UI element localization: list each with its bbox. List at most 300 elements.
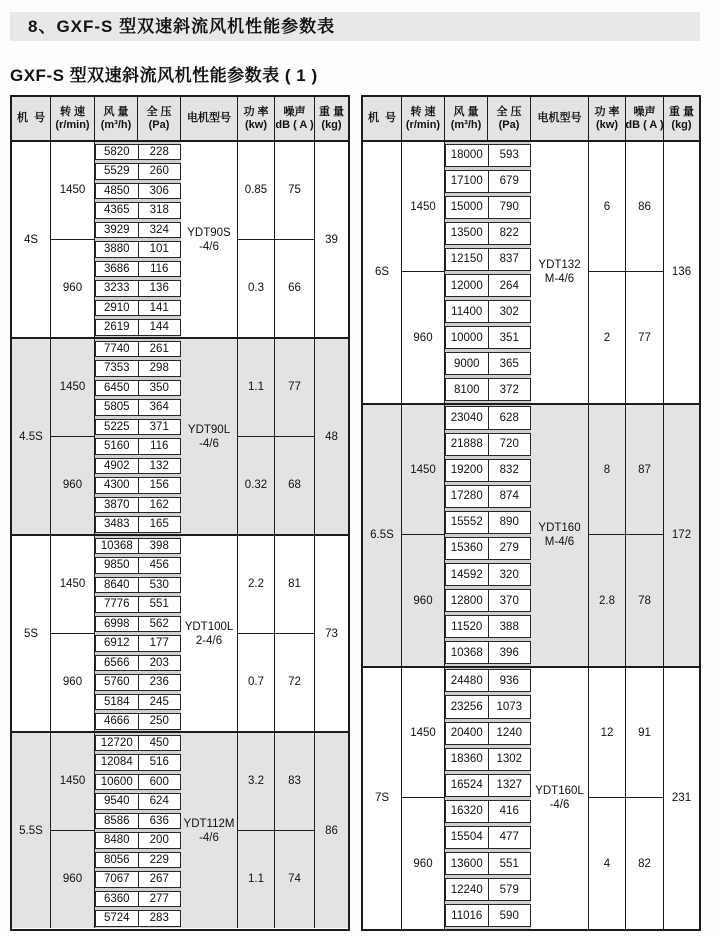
pressure-value: 101 xyxy=(138,242,181,257)
airflow-value: 5724 xyxy=(103,912,130,925)
model-block-5S xyxy=(12,534,348,731)
pressure-value: 116 xyxy=(138,262,181,277)
airflow-pressure-row xyxy=(95,577,181,594)
header-label: 风 量 xyxy=(453,105,479,118)
airflow-pressure-row xyxy=(95,261,181,278)
airflow-value: 7067 xyxy=(103,873,130,886)
airflow-value: 16524 xyxy=(450,779,483,792)
header-label: 噪声 xyxy=(633,105,656,118)
header-label: 重 量 xyxy=(318,105,345,118)
header-label: 转 速 xyxy=(59,105,86,118)
pressure-value: 590 xyxy=(488,905,531,926)
motor-model-line1: YDT112M xyxy=(183,817,235,830)
power-cell: 2 xyxy=(589,272,626,402)
noise-cell: 87 xyxy=(626,405,664,535)
header-label: 风 量 xyxy=(103,105,129,118)
airflow-value: 7776 xyxy=(103,598,130,611)
airflow-value: 3880 xyxy=(103,243,130,256)
airflow-pressure-row xyxy=(95,674,181,691)
airflow-pressure-row xyxy=(445,352,531,375)
pressure-value: 456 xyxy=(138,558,181,573)
header-label: 全 压 xyxy=(496,105,522,118)
airflow-pressure-row xyxy=(445,878,531,901)
pressure-value: 679 xyxy=(488,171,531,192)
airflow-value: 18000 xyxy=(450,149,483,162)
header-label: 功 率 xyxy=(243,105,269,118)
fan-performance-table-right xyxy=(361,95,701,931)
model-cell: 4.5S xyxy=(12,339,51,534)
noise-cell: 86 xyxy=(626,142,664,272)
header-unit: (Pa) xyxy=(148,118,170,131)
model-block-5.5S xyxy=(12,731,348,928)
airflow-pressure-row xyxy=(445,800,531,823)
airflow-value: 10368 xyxy=(450,646,483,659)
speed-cell: 960 xyxy=(402,535,445,665)
speed-cell: 960 xyxy=(51,437,95,535)
pressure-value: 132 xyxy=(138,459,181,474)
airflow-pressure-row xyxy=(445,722,531,745)
airflow-value: 23040 xyxy=(450,411,483,424)
header-cell xyxy=(445,97,488,140)
motor-model-cell xyxy=(181,536,238,731)
airflow-value: 6998 xyxy=(103,617,130,630)
model-cell: 6S xyxy=(363,142,402,403)
airflow-pressure-row xyxy=(445,563,531,586)
model-cell: 5S xyxy=(12,536,51,731)
header-unit: (r/min) xyxy=(405,118,441,131)
header-cell xyxy=(138,97,181,140)
pressure-value: 593 xyxy=(488,145,531,166)
pressure-value: 600 xyxy=(138,775,181,790)
airflow-pressure-row xyxy=(445,589,531,612)
pressure-value: 1302 xyxy=(488,749,531,770)
airflow-value: 14592 xyxy=(450,568,483,581)
pressure-value: 636 xyxy=(138,814,181,829)
airflow-value: 17100 xyxy=(450,175,483,188)
motor-model-line2: M-4/6 xyxy=(544,273,575,286)
airflow-pressure-row xyxy=(95,774,181,791)
airflow-pressure-row xyxy=(445,485,531,508)
header-cell xyxy=(589,97,626,140)
pressure-value: 364 xyxy=(138,400,181,415)
pressure-value: 324 xyxy=(138,223,181,238)
motor-model-line2: -4/6 xyxy=(199,831,219,844)
airflow-pressure-row xyxy=(95,852,181,869)
pressure-value: 351 xyxy=(488,327,531,348)
model-cell: 7S xyxy=(363,668,402,929)
header-unit: (m³/h) xyxy=(450,118,482,131)
model-cell: 4S xyxy=(12,142,51,337)
pressure-value: 264 xyxy=(488,275,531,296)
header-label: 噪声 xyxy=(283,105,306,118)
airflow-pressure-row xyxy=(95,419,181,436)
pressure-value: 388 xyxy=(488,616,531,637)
pressure-value: 302 xyxy=(488,301,531,322)
weight-cell: 39 xyxy=(325,233,338,246)
power-cell: 2.2 xyxy=(238,536,275,634)
pressure-value: 551 xyxy=(138,597,181,612)
table-header-row xyxy=(363,97,699,142)
speed-cell: 960 xyxy=(402,272,445,402)
header-cell xyxy=(402,97,445,140)
pressure-value: 245 xyxy=(138,695,181,710)
motor-model-line1: YDT90L xyxy=(187,423,231,436)
pressure-value: 144 xyxy=(138,320,181,335)
airflow-value: 9000 xyxy=(453,357,480,370)
speed-cell: 960 xyxy=(51,831,95,929)
airflow-pressure-row xyxy=(445,748,531,771)
power-cell: 6 xyxy=(589,142,626,272)
pressure-value: 277 xyxy=(138,892,181,907)
airflow-value: 3233 xyxy=(103,282,130,295)
airflow-pressure-row xyxy=(95,341,181,358)
airflow-value: 21888 xyxy=(450,438,483,451)
pressure-value: 398 xyxy=(138,539,181,554)
header-unit: (Pa) xyxy=(498,118,520,131)
pressure-value: 874 xyxy=(488,486,531,507)
airflow-pressure-row xyxy=(95,458,181,475)
pressure-value: 890 xyxy=(488,512,531,533)
header-unit: (m³/h) xyxy=(100,118,132,131)
pressure-value: 279 xyxy=(488,538,531,559)
airflow-value: 5529 xyxy=(103,165,130,178)
airflow-value: 9850 xyxy=(103,559,130,572)
airflow-value: 3870 xyxy=(103,498,130,511)
airflow-value: 3483 xyxy=(103,518,130,531)
airflow-pressure-row xyxy=(95,813,181,830)
power-cell: 12 xyxy=(589,668,626,798)
airflow-value: 23256 xyxy=(450,701,483,714)
airflow-value: 11520 xyxy=(451,620,483,633)
airflow-pressure-row xyxy=(95,871,181,888)
noise-cell: 77 xyxy=(626,272,664,402)
airflow-value: 2619 xyxy=(103,321,130,334)
header-unit: (r/min) xyxy=(55,118,90,131)
airflow-value: 20400 xyxy=(450,727,483,740)
airflow-value: 10368 xyxy=(100,539,133,552)
pressure-value: 1240 xyxy=(488,723,531,744)
header-cell xyxy=(531,97,589,140)
model-block-4S xyxy=(12,142,348,337)
airflow-pressure-row xyxy=(95,300,181,317)
motor-model-line1: YDT160L xyxy=(535,785,584,798)
airflow-value: 13500 xyxy=(450,227,483,240)
airflow-pressure-row xyxy=(95,144,181,161)
motor-model-line2: -4/6 xyxy=(199,240,219,253)
header-label: 机 号 xyxy=(16,112,46,124)
airflow-pressure-row xyxy=(445,641,531,664)
noise-cell: 77 xyxy=(275,339,315,437)
motor-model-cell xyxy=(181,339,238,534)
airflow-value: 3686 xyxy=(103,262,130,275)
noise-cell: 91 xyxy=(626,668,664,798)
header-cell xyxy=(238,97,275,140)
motor-model-line2: -4/6 xyxy=(549,799,570,812)
pressure-value: 562 xyxy=(138,617,181,632)
header-label: 重 量 xyxy=(668,105,695,118)
pressure-value: 156 xyxy=(138,478,181,493)
airflow-pressure-row xyxy=(445,695,531,718)
airflow-pressure-row xyxy=(95,754,181,771)
model-block-4.5S xyxy=(12,337,348,534)
pressure-value: 822 xyxy=(488,223,531,244)
weight-cell: 231 xyxy=(671,792,692,805)
header-cell xyxy=(275,97,315,140)
airflow-value: 15000 xyxy=(450,201,483,214)
pressure-value: 396 xyxy=(488,642,531,663)
airflow-pressure-row xyxy=(445,459,531,482)
airflow-value: 8640 xyxy=(103,578,130,591)
airflow-pressure-row xyxy=(95,655,181,672)
motor-model-cell xyxy=(531,668,589,929)
airflow-pressure-row xyxy=(95,497,181,514)
airflow-pressure-row xyxy=(95,616,181,633)
power-cell: 2.8 xyxy=(589,535,626,665)
airflow-value: 5820 xyxy=(103,145,130,158)
noise-cell: 81 xyxy=(275,536,315,634)
pressure-value: 530 xyxy=(138,578,181,593)
pressure-value: 250 xyxy=(138,714,181,729)
pressure-value: 203 xyxy=(138,656,181,671)
airflow-value: 13600 xyxy=(450,857,483,870)
airflow-value: 10600 xyxy=(100,775,133,788)
model-cell: 6.5S xyxy=(363,405,402,666)
header-cell xyxy=(363,97,402,140)
power-cell: 8 xyxy=(589,405,626,535)
motor-model-line2: 2-4/6 xyxy=(195,634,223,647)
airflow-pressure-row xyxy=(95,280,181,297)
power-cell: 0.3 xyxy=(238,240,275,338)
pressure-value: 372 xyxy=(488,379,531,400)
power-cell: 0.85 xyxy=(238,142,275,240)
speed-cell: 1450 xyxy=(51,142,95,240)
noise-cell: 83 xyxy=(275,733,315,831)
header-label: 功 率 xyxy=(594,105,620,118)
motor-model-line1: YDT90S xyxy=(187,226,231,239)
airflow-pressure-row xyxy=(445,774,531,797)
airflow-value: 5184 xyxy=(103,695,130,708)
airflow-pressure-row xyxy=(95,557,181,574)
airflow-value: 3929 xyxy=(103,223,130,236)
pressure-value: 450 xyxy=(138,736,181,751)
airflow-pressure-row xyxy=(445,615,531,638)
airflow-pressure-row xyxy=(95,793,181,810)
airflow-value: 15552 xyxy=(450,516,483,529)
airflow-pressure-row xyxy=(95,713,181,730)
motor-model-line1: YDT160 xyxy=(538,522,581,535)
airflow-value: 17280 xyxy=(450,490,483,503)
weight-cell: 136 xyxy=(671,266,692,279)
airflow-pressure-row xyxy=(95,891,181,908)
pressure-value: 365 xyxy=(488,353,531,374)
tables-row xyxy=(10,95,720,931)
pressure-value: 236 xyxy=(138,675,181,690)
pressure-value: 371 xyxy=(138,420,181,435)
motor-model-cell xyxy=(531,405,589,666)
airflow-value: 2910 xyxy=(103,301,130,314)
airflow-value: 5760 xyxy=(103,676,130,689)
model-block-6.5S xyxy=(363,403,699,666)
pressure-value: 416 xyxy=(488,801,531,822)
pressure-value: 790 xyxy=(488,197,531,218)
airflow-pressure-row xyxy=(445,826,531,849)
speed-cell: 1450 xyxy=(51,339,95,437)
power-cell: 4 xyxy=(589,798,626,928)
airflow-value: 12240 xyxy=(450,883,483,896)
airflow-pressure-row xyxy=(95,635,181,652)
airflow-value: 8056 xyxy=(103,853,130,866)
pressure-value: 116 xyxy=(138,439,181,454)
header-label: 机 号 xyxy=(367,112,397,124)
header-unit: (kw) xyxy=(245,118,267,131)
weight-cell: 172 xyxy=(671,529,692,542)
airflow-value: 7740 xyxy=(103,342,130,355)
airflow-pressure-row xyxy=(95,477,181,494)
airflow-pressure-row xyxy=(445,669,531,692)
model-block-7S xyxy=(363,666,699,929)
airflow-value: 4666 xyxy=(103,715,130,728)
airflow-value: 6912 xyxy=(103,637,130,650)
pressure-value: 320 xyxy=(488,564,531,585)
weight-cell: 48 xyxy=(325,430,338,443)
pressure-value: 624 xyxy=(138,794,181,809)
airflow-pressure-row xyxy=(445,300,531,323)
airflow-pressure-row xyxy=(445,511,531,534)
pressure-value: 162 xyxy=(138,498,181,513)
power-cell: 0.7 xyxy=(238,634,275,732)
airflow-pressure-row xyxy=(95,399,181,416)
pressure-value: 516 xyxy=(138,755,181,770)
header-label: 电机型号 xyxy=(537,112,582,124)
speed-cell: 1450 xyxy=(402,142,445,272)
airflow-value: 5225 xyxy=(103,420,130,433)
airflow-pressure-row xyxy=(95,319,181,336)
pressure-value: 260 xyxy=(138,164,181,179)
airflow-pressure-row xyxy=(95,360,181,377)
airflow-pressure-row xyxy=(445,378,531,401)
airflow-value: 12000 xyxy=(450,279,483,292)
airflow-pressure-row xyxy=(95,241,181,258)
pressure-value: 832 xyxy=(488,460,531,481)
pressure-value: 141 xyxy=(138,301,181,316)
airflow-pressure-row xyxy=(445,144,531,167)
speed-cell: 1450 xyxy=(51,536,95,634)
airflow-value: 24480 xyxy=(450,674,483,687)
airflow-value: 19200 xyxy=(450,464,483,477)
airflow-pressure-row xyxy=(445,274,531,297)
airflow-pressure-row xyxy=(445,248,531,271)
pressure-value: 261 xyxy=(138,342,181,357)
airflow-pressure-row xyxy=(95,438,181,455)
airflow-pressure-row xyxy=(95,163,181,180)
airflow-pressure-row xyxy=(95,910,181,927)
motor-model-cell xyxy=(181,733,238,928)
header-unit: dB ( A ) xyxy=(625,118,664,131)
pressure-value: 165 xyxy=(138,517,181,532)
motor-model-line1: YDT132 xyxy=(538,259,581,272)
airflow-value: 5805 xyxy=(103,401,130,414)
airflow-value: 6360 xyxy=(103,892,130,905)
header-label: 转 速 xyxy=(410,105,436,118)
airflow-pressure-row xyxy=(95,735,181,752)
power-cell: 0.32 xyxy=(238,437,275,535)
fan-performance-table-left xyxy=(10,95,350,931)
pressure-value: 350 xyxy=(138,381,181,396)
airflow-value: 9540 xyxy=(103,795,130,808)
motor-model-line1: YDT100L xyxy=(184,620,234,633)
airflow-value: 12084 xyxy=(100,756,133,769)
header-cell xyxy=(315,97,348,140)
pressure-value: 267 xyxy=(138,872,181,887)
header-cell xyxy=(12,97,51,140)
pressure-value: 936 xyxy=(488,670,531,691)
weight-cell: 86 xyxy=(325,824,338,837)
pressure-value: 477 xyxy=(488,827,531,848)
power-cell: 1.1 xyxy=(238,339,275,437)
airflow-pressure-row xyxy=(445,222,531,245)
speed-cell: 960 xyxy=(51,240,95,338)
pressure-value: 306 xyxy=(138,184,181,199)
noise-cell: 66 xyxy=(275,240,315,338)
table-header-row xyxy=(12,97,348,142)
pressure-value: 551 xyxy=(488,853,531,874)
pressure-value: 370 xyxy=(488,590,531,611)
header-unit: (kw) xyxy=(596,118,618,131)
airflow-value: 7353 xyxy=(103,362,130,375)
noise-cell: 82 xyxy=(626,798,664,928)
pressure-value: 177 xyxy=(138,636,181,651)
airflow-value: 11016 xyxy=(451,909,483,922)
power-cell: 1.1 xyxy=(238,831,275,929)
airflow-pressure-row xyxy=(445,852,531,875)
model-block-6S xyxy=(363,142,699,403)
section-title: 8、GXF-S 型双速斜流风机性能参数表 xyxy=(10,12,700,41)
speed-cell: 1450 xyxy=(402,668,445,798)
pressure-value: 298 xyxy=(138,361,181,376)
header-cell xyxy=(95,97,138,140)
airflow-pressure-row xyxy=(445,406,531,429)
airflow-value: 8100 xyxy=(453,383,480,396)
airflow-value: 12720 xyxy=(100,736,133,749)
airflow-value: 4365 xyxy=(103,204,130,217)
noise-cell: 72 xyxy=(275,634,315,732)
speed-cell: 1450 xyxy=(51,733,95,831)
airflow-value: 8480 xyxy=(103,834,130,847)
airflow-pressure-row xyxy=(95,832,181,849)
speed-cell: 960 xyxy=(51,634,95,732)
header-cell xyxy=(181,97,238,140)
header-label: 电机型号 xyxy=(187,112,231,124)
airflow-pressure-row xyxy=(95,222,181,239)
header-unit: (kg) xyxy=(671,118,692,131)
pressure-value: 200 xyxy=(138,833,181,848)
airflow-value: 18360 xyxy=(450,753,483,766)
airflow-pressure-row xyxy=(445,433,531,456)
noise-cell: 74 xyxy=(275,831,315,929)
weight-cell: 73 xyxy=(325,627,338,640)
pressure-value: 1327 xyxy=(488,775,531,796)
airflow-pressure-row xyxy=(445,326,531,349)
airflow-value: 11400 xyxy=(451,305,483,318)
motor-model-line2: -4/6 xyxy=(199,437,219,450)
pressure-value: 283 xyxy=(138,911,181,926)
airflow-value: 15504 xyxy=(450,831,483,844)
speed-cell: 960 xyxy=(402,798,445,928)
airflow-pressure-row xyxy=(445,196,531,219)
pressure-value: 837 xyxy=(488,249,531,270)
header-cell xyxy=(626,97,664,140)
speed-cell: 1450 xyxy=(402,405,445,535)
